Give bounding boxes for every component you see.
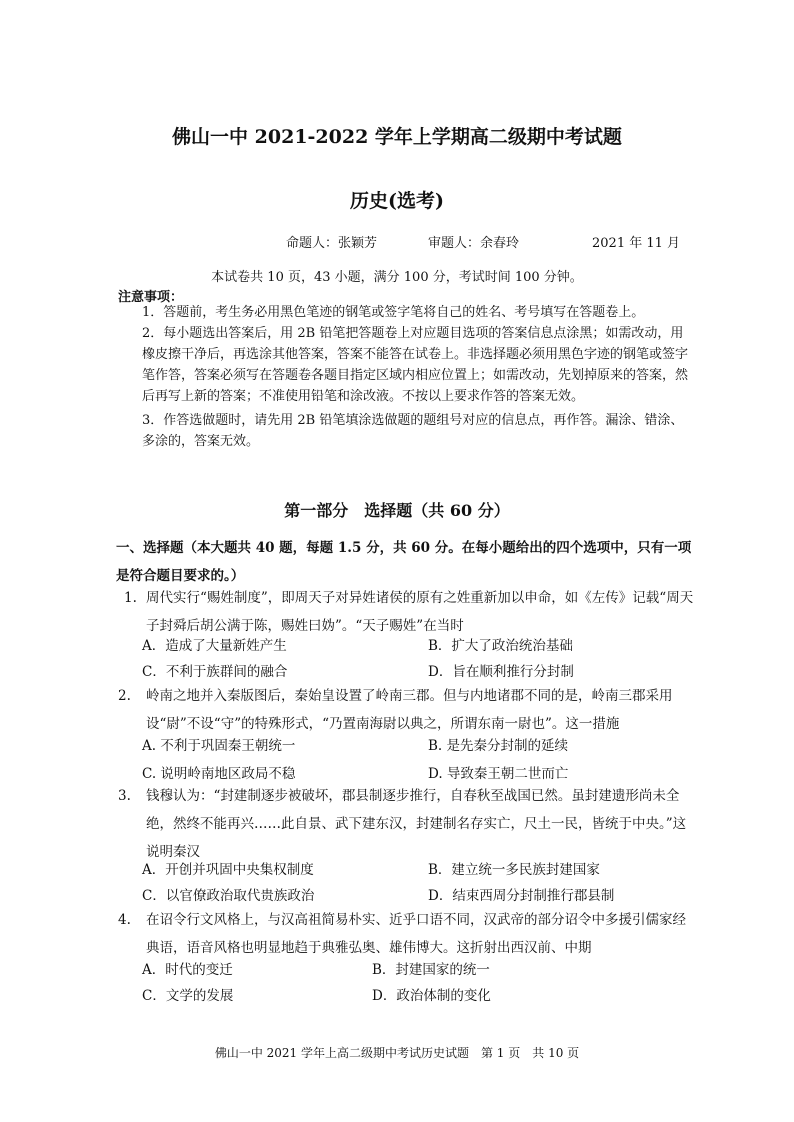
exam-date: 2021 年 11 月 (592, 236, 681, 251)
question-number: 1. (124, 590, 137, 606)
reviewer-line: 审题人：余春玲 (428, 236, 520, 251)
part-heading: 第一部分 选择题（共 60 分） (284, 501, 510, 520)
question-text: 在诏令行文风格上，与汉高祖简易朴实、近乎口语不同，汉武帝的部分诏令中多援引儒家经典语，语音风格也明显地趋于典雅弘奥、雄伟博大。这折射出西汉前、中期 (146, 912, 686, 956)
note-item: 1．答题前，考生务必用黑色笔迹的钢笔或签字笔将自己的姓名、考号填写在答题卷上。 (142, 305, 645, 320)
option-c: C．以官僚政治取代贵族政治 (142, 888, 315, 904)
option-c: C．文学的发展 (142, 988, 234, 1004)
option-d: D. 导致秦王朝二世而亡 (428, 766, 569, 782)
section-heading: 一、选择题（本大题共 40 题，每题 1.5 分，共 60 分。在每小题给出的四个选项中，只有一项是符合题目要求的。） (116, 540, 692, 584)
option-b: B. 是先秦分封制的延续 (428, 738, 569, 754)
option-a: A．造成了大量新姓产生 (142, 638, 287, 654)
note-item: 2．每小题选出答案后，用 2B 铅笔把答题卷上对应题目选项的答案信息点涂黑；如需改动，用橡皮擦干净后，再选涂其他答案，答案不能答在试卷上。非选择题必须用黑色字迹的钢笔或签字笔作答，答案必须写在答题卷各题目指定区域内相应位置上；如需改动，先划掉原来的答案，然后再写上新的答案；不准使用铅笔和涂改液。不按以上要求作答的答案无效。 (142, 326, 689, 404)
question-number: 3. (118, 788, 131, 804)
option-c: C. 说明岭南地区政局不稳 (142, 766, 296, 782)
question-number: 4. (118, 912, 131, 928)
page-footer: 佛山一中 2021 学年上高二级期中考试历史试题 第 1 页 共 10 页 (214, 1046, 580, 1060)
option-b: B．封建国家的统一 (372, 962, 490, 978)
question-text: 钱穆认为：“封建制逐步被破坏，郡县制逐步推行，自春秋至战国已然。虽封建遗形尚未全绝，然终不能再兴……此自景、武下建东汉，封建制名存实亡，尺土一民，皆统于中央。”这说明秦汉 (146, 788, 687, 860)
option-a: A．时代的变迁 (142, 962, 233, 978)
exam-title: 佛山一中 2021-2022 学年上学期高二级期中考试题 (172, 126, 622, 148)
question-text: 岭南之地并入秦版图后，秦始皇设置了岭南三郡。但与内地诸郡不同的是，岭南三郡采用设“尉”不设“守”的特殊形式，“乃置南海尉以典之，所谓东南一尉也”。这一措施 (146, 688, 673, 732)
option-a: A．开创并巩固中央集权制度 (142, 862, 314, 878)
question-number: 2. (118, 688, 131, 704)
note-item: 3．作答选做题时，请先用 2B 铅笔填涂选做题的题组号对应的信息点，再作答。漏涂、错涂、多涂的，答案无效。 (142, 413, 684, 449)
option-d: D．旨在顺利推行分封制 (428, 664, 574, 680)
option-c: C．不利于族群间的融合 (142, 664, 288, 680)
author-line: 命题人：张颖芳 (286, 236, 378, 251)
option-d: D．政治体制的变化 (372, 988, 491, 1004)
subject-title: 历史(选考) (350, 190, 444, 212)
option-a: A. 不利于巩固秦王朝统一 (142, 738, 296, 754)
option-d: D．结束西周分封制推行郡县制 (428, 888, 615, 904)
option-b: B．扩大了政治统治基础 (428, 638, 573, 654)
question-text: 周代实行“赐姓制度”，即周天子对异姓诸侯的原有之姓重新加以申命，如《左传》记载“周天子封舜后胡公满于陈，赐姓曰妫”。“天子赐姓”在当时 (146, 590, 694, 634)
notes-heading: 注意事项： (118, 290, 184, 305)
exam-intro: 本试卷共 10 页，43 小题，满分 100 分，考试时间 100 分钟。 (211, 270, 583, 285)
option-b: B．建立统一多民族封建国家 (428, 862, 600, 878)
